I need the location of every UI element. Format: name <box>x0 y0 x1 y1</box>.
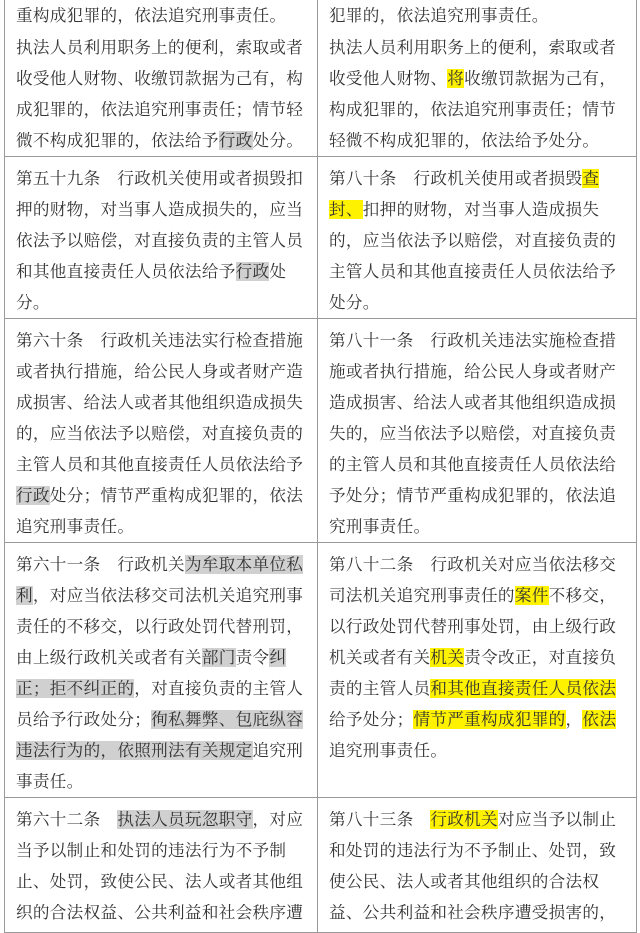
text-segment: 第六十一条 行政机关 <box>16 555 185 574</box>
old-law-cell <box>5 319 318 543</box>
text-segment: 给予处分； <box>329 710 414 729</box>
gray-highlight: 徇私舞弊、包庇纵容违法行为的，依照刑法有关规定 <box>16 710 304 760</box>
old-law-paragraph <box>16 0 308 31</box>
text-segment: ，对应当予以制止和处罚的违法行为不予制止、处罚，致使公民、法人或者其他组织的合法权益、公共利益和社会秩序遭 <box>16 810 304 922</box>
text-segment: 第六十二条 <box>16 810 118 829</box>
old-law-cell <box>5 798 318 933</box>
new-law-cell <box>318 0 637 157</box>
text-segment: 对应当予以制止和处罚的违法行为不予制止、处罚，致使公民、法人或者其他组织的合法权益、公共利益和社会秩序遭受损害的， <box>329 810 617 922</box>
text-segment: 追究刑事责任。 <box>16 741 304 791</box>
gray-highlight: 部门 <box>201 648 236 667</box>
article-80-text <box>329 163 627 318</box>
text-segment: 处分；情节严重构成犯罪的，依法追究刑事责任。 <box>16 486 304 536</box>
table-row <box>5 157 637 319</box>
article-60-text <box>16 325 308 542</box>
gray-highlight: 行政 <box>218 131 253 150</box>
gray-highlight: 为牟取本单位私利 <box>16 555 304 605</box>
old-law-cell <box>5 543 318 798</box>
text-segment: 第八十条 行政机关使用或者损毁 <box>329 169 583 188</box>
new-law-cell <box>318 543 637 798</box>
yellow-highlight: 查封、 <box>329 169 600 219</box>
text-segment: 处分。 <box>252 131 304 150</box>
law-comparison-table <box>4 0 637 933</box>
table-row <box>5 543 637 798</box>
text-segment: 第六十条 行政机关违法实行检查措施或者执行措施，给公民人身或者财产造成损害、给法人或者其他组织造成损失的，应当依法予以赔偿，对直接负责的主管人员和其他直接责任人员依法给予 <box>16 331 304 474</box>
yellow-highlight: 案件 <box>514 586 549 605</box>
text-segment: 不移交，以行政处罚代替刑事处罚，由上级行政机关或者有关 <box>329 586 617 667</box>
gray-highlight: 纠正；拒不纠正的 <box>16 648 287 698</box>
text-segment: 执法人员利用职务上的便利，索取或者收受他人财物、收缴罚款据为己有，构成犯罪的，依法追究刑事责任；情节轻微不构成犯罪的，依法给予 <box>16 38 304 150</box>
yellow-highlight: 情节严重构成犯罪的 <box>413 710 566 729</box>
yellow-highlight: 将 <box>447 69 465 88</box>
text-segment: ，对应当依法移交司法机关追究刑事责任的不移交，以行政处罚代替刑罚，由上级行政机关或者有关 <box>16 586 304 667</box>
yellow-highlight: 和其他直接责任人员依法 <box>430 679 617 698</box>
gray-highlight: 执法人员玩忽职守 <box>117 810 253 829</box>
old-law-cell <box>5 0 318 157</box>
text-segment: 执法人员利用职务上的便利，索取或者收受他人财物、 <box>329 38 617 88</box>
table-row <box>5 798 637 933</box>
text-segment: 第八十一条 行政机关违法实施检查措施或者执行措施，给公民人身或者财产造成损害、给法人或者其他组织造成损失的，应当依法予以赔偿，对直接负责的主管人员和其他直接责任人员依法给予处分；情节严重构成犯罪的，依法追究刑事责任。 <box>329 331 617 536</box>
gray-highlight: 行政 <box>16 486 50 505</box>
new-law-paragraph <box>329 0 627 31</box>
article-81-text <box>329 325 627 542</box>
text-segment: ， <box>565 710 583 729</box>
new-law-paragraph <box>329 32 627 156</box>
article-62-text <box>16 804 308 928</box>
text-segment: 犯罪的，依法追究刑事责任。 <box>329 6 549 25</box>
text-segment: 第八十二条 行政机关对应当依法移交司法机关追究刑事责任的 <box>329 555 617 605</box>
text-segment: 重构成犯罪的，依法追究刑事责任。 <box>16 6 287 25</box>
article-61-text <box>16 549 308 797</box>
text-segment: 收缴罚款据为己有，构成犯罪的，依法追究刑事责任；情节轻微不构成犯罪的，依法给予处分。 <box>329 69 617 150</box>
text-segment: 第五十九条 行政机关使用或者损毁扣押的财物，对当事人造成损失的，应当依法予以赔偿，对直接负责的主管人员和其他直接责任人员依法给予 <box>16 169 304 281</box>
text-segment: 责令 <box>235 648 270 667</box>
table-row <box>5 319 637 543</box>
yellow-highlight: 依法 <box>582 710 617 729</box>
new-law-cell <box>318 798 637 933</box>
yellow-highlight: 机关 <box>430 648 465 667</box>
text-segment: 追究刑事责任。 <box>329 741 448 760</box>
yellow-highlight: 行政机关 <box>430 810 498 829</box>
text-segment: 责令改正，对直接负责的主管人员 <box>329 648 617 698</box>
old-law-cell <box>5 157 318 319</box>
old-law-paragraph <box>16 32 308 156</box>
table-row <box>5 0 637 157</box>
text-segment: 扣押的财物，对当事人造成损失的，应当依法予以赔偿，对直接负责的主管人员和其他直接责任人员依法给予处分。 <box>329 200 617 312</box>
text-segment: ，对直接负责的主管人员给予行政处分； <box>16 679 304 729</box>
new-law-cell <box>318 157 637 319</box>
gray-highlight: 行政 <box>235 262 270 281</box>
text-segment: 第八十三条 <box>329 810 431 829</box>
text-segment: 处分。 <box>16 262 287 312</box>
article-59-text <box>16 163 308 318</box>
new-law-cell <box>318 319 637 543</box>
article-82-text <box>329 549 627 766</box>
article-83-text <box>329 804 627 928</box>
